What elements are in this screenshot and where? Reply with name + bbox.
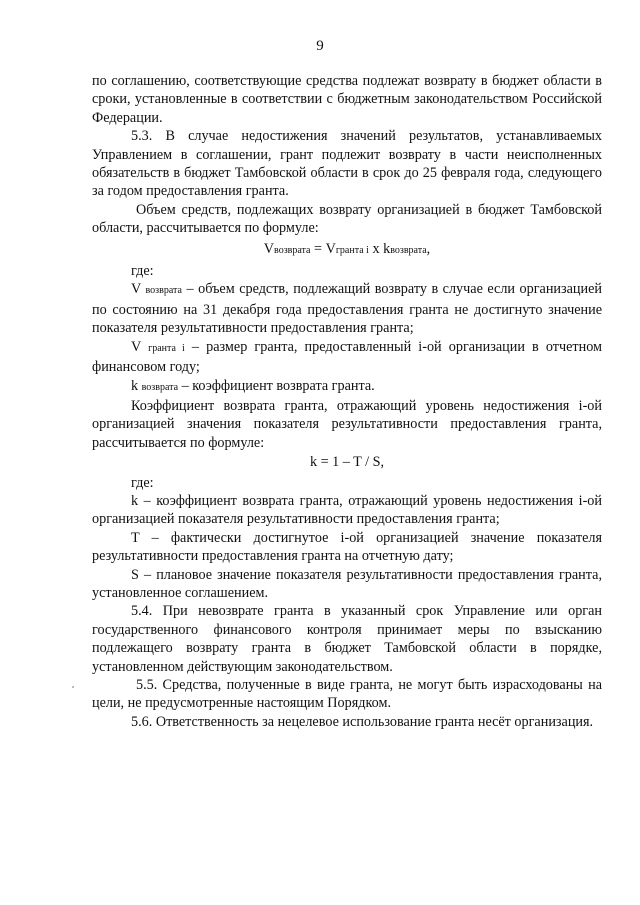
paragraph-coefficient-intro: Коэффициент возврата гранта, отражающий уровень недостижения i-ой организацией значения показателя результативности предоставления гранта, рассчитывается по формуле: xyxy=(92,397,602,451)
formula-coefficient: k = 1 – T / S, xyxy=(309,454,385,471)
formula-sub-granta: гранта i xyxy=(335,244,369,256)
definition-s: S – плановое значение показателя результативности предоставления гранта, установленное соглашением. xyxy=(92,566,602,601)
def-symbol: V xyxy=(131,281,141,298)
paragraph-5-5: 5.5. Средства, полученные в виде гранта, не могут быть израсходованы на цели, не предусмотренные настоящим Порядком. xyxy=(92,677,602,712)
def-subscript: гранта i xyxy=(148,342,185,354)
formula-v: V xyxy=(263,240,275,257)
def-subscript: возврата xyxy=(141,381,179,393)
def-text: – размер гранта, предоставленный i-ой организации в отчетном финансовом году; xyxy=(92,338,602,376)
page-number: 9 xyxy=(316,38,324,54)
def-text: – коэффициент возврата гранта. xyxy=(178,377,375,394)
formula-return-volume xyxy=(92,240,602,260)
paragraph-5-3: 5.3. В случае недостижения значений результатов, устанавливаемых Управлением в соглашении, грант подлежит возврату в части неисполненных обязательств в бюджет Тамбовской области в срок до 25 февраля года, следующего за годом предоставления гранта. xyxy=(92,128,602,200)
paragraph-5-6: 5.6. Ответственность за нецелевое использование гранта несёт организация. xyxy=(131,713,594,730)
paragraph-return-budget: по соглашению, соответствующие средства подлежат возврату в бюджет области в сроки, установленные в соответствии с бюджетным законодательством Российской Федерации. xyxy=(92,73,602,126)
definition-k-return xyxy=(92,377,602,397)
def-symbol: V xyxy=(131,338,141,355)
def-symbol: k xyxy=(131,377,139,394)
definition-t: T – фактически достигнутое i-ой организацией значение показателя результативности предоставления гранта на отчетную дату; xyxy=(92,529,602,565)
formula-sub-vozvrata: возврата xyxy=(274,244,311,256)
formula-x-k: x k xyxy=(368,240,391,257)
definition-v-grant xyxy=(92,338,602,377)
where-label-2: где: xyxy=(131,474,154,491)
scan-mark xyxy=(72,686,74,688)
document-body xyxy=(92,72,602,731)
paragraph-5-4: 5.4. При невозврате гранта в указанный срок Управление или орган государственного финансового контроля принимает меры по взысканию подлежащего возврату гранта в бюджет Тамбовской области в порядке, установленном действующим законодательством. xyxy=(92,603,602,675)
def-text: – объем средств, подлежащий возврату в случае если организацией по состоянию на 31 декабря года предоставления гранта не достигнуто значение показателя результативности предоставления гранта; xyxy=(92,281,603,337)
definition-k: k – коэффициент возврата гранта, отражающий уровень недостижения i-ой организацией показателя результативности предоставления гранта; xyxy=(92,492,602,528)
formula-end: , xyxy=(426,240,431,257)
where-label-1: где: xyxy=(131,263,154,280)
formula-sub-vozvrata-2: возврата xyxy=(390,244,427,256)
formula-eq: = V xyxy=(310,240,336,257)
paragraph-volume-formula-intro: Объем средств, подлежащих возврату организацией в бюджет Тамбовской области, рассчитывается по формуле: xyxy=(92,201,602,237)
definition-v-return xyxy=(92,280,602,337)
def-subscript: возврата xyxy=(145,285,182,297)
